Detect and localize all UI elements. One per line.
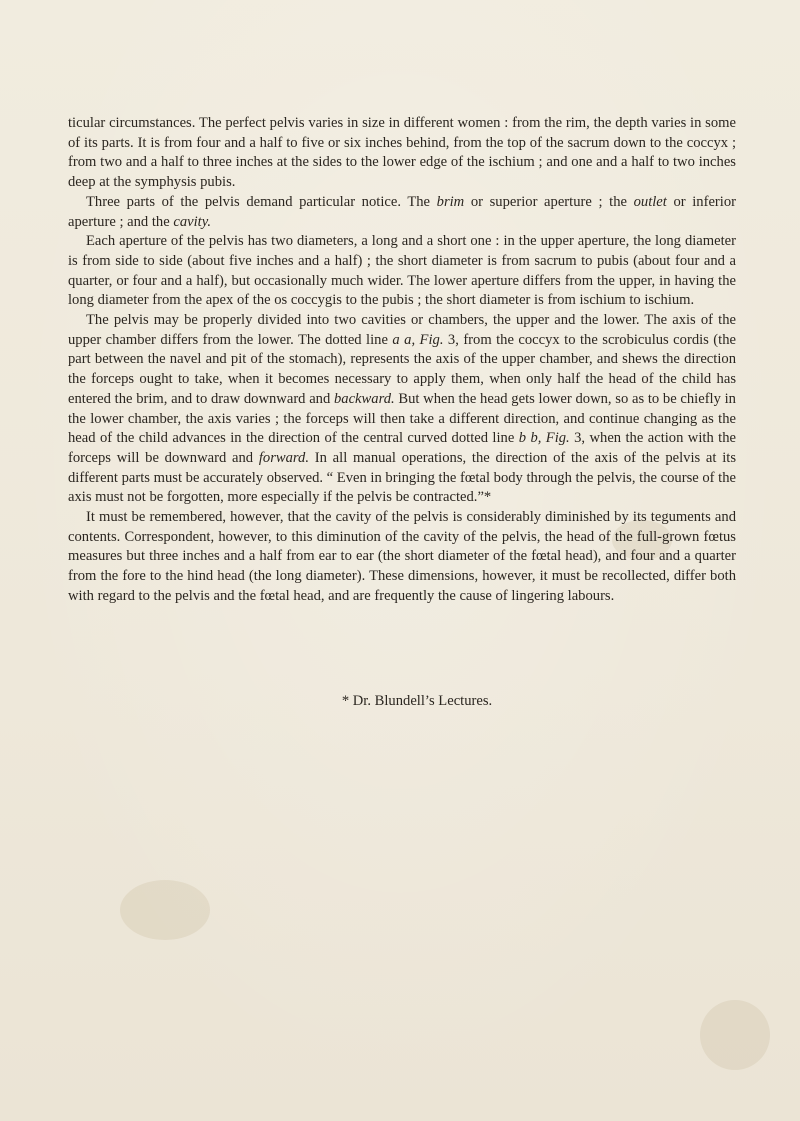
paragraph [68, 508, 736, 607]
italic-text: forward. [258, 449, 310, 466]
italic-text: cavity. [173, 213, 212, 230]
text-run: ticular circumstances. The perfect pelvis varies in size in different women : from the rim, the depth varies in some of its parts. It is from four and a half to five or six inches behind, from the top of the sacrum down to the coccyx ; from two and a half to three inches at the sides to the lower edge of the ischium ; and one and a half to two inches deep at the symphysis pubis. [68, 115, 736, 191]
text-run: It must be remembered, however, that the cavity of the pelvis is considerably diminished by its teguments and contents. Correspondent, however, to this diminution of the cavity of the pelvis, the head of the full-grown fœtus measures but three inches and a half from ear to ear (the short diameter of the fœtal head), and four and a quarter from the fore to the hind head (the long diameter). These dimensions, however, it must be recollected, differ both with regard to the pelvis and the fœtal head, and are frequently the cause of lingering labours. [68, 509, 736, 604]
text-run: 3, when the action with the forceps will be downward and [68, 430, 736, 466]
paragraph [68, 311, 736, 508]
italic-text: b b, Fig. [518, 430, 570, 447]
text-run: But when the head gets lower down, so as to be chiefly in the lower chamber, the axis varies ; the forceps will then take a different direction, and continue changing as the head of the child advances in the direction of the central curved dotted line [68, 390, 736, 447]
paper-stain [700, 1000, 770, 1070]
footnote-text: * Dr. Blundell’s Lectures. [341, 693, 493, 709]
paragraph [68, 193, 736, 232]
text-run: or inferior aperture ; and the [68, 193, 736, 230]
italic-text: outlet [633, 193, 667, 210]
paper-stain [120, 880, 210, 940]
text-run: 3, from the coccyx to the scrobiculus cordis (the part between the navel and pit of the stomach), represents the axis of the upper chamber, and shews the direction the forceps ought to take, when it becomes necessary to apply them, when only half the head of the child has entered the brim, and to draw downward and [68, 331, 736, 407]
paragraph [68, 232, 736, 311]
text-run: In all manual operations, the direction of the axis of the pelvis at its different parts must be accurately observed. “ Even in bringing the fœtal body through the pelvis, the course of the axis must not be forgotten, more especially if the pelvis be contracted.”* [68, 449, 737, 506]
italic-text: backward. [333, 390, 395, 407]
text-run: Three parts of the pelvis demand particular notice. The [86, 193, 437, 210]
italic-text: a a, Fig. [392, 331, 444, 348]
body-text [68, 114, 736, 607]
paragraph [68, 114, 736, 193]
text-run: Each aperture of the pelvis has two diameters, a long and a short one : in the upper aperture, the long diameter is from side to side (about five inches and a half) ; the short diameter is from sacrum to pubis (about four and a quarter, or four and a half), but occasionally much wider. The lower aperture differs from the upper, in having the long diameter from the apex of the os coccygis to the pubis ; the short diameter is from ischium to ischium. [68, 233, 736, 309]
italic-text: brim [436, 193, 465, 210]
footnote [0, 692, 800, 711]
text-run: or superior aperture ; the [464, 193, 634, 210]
text-run: The pelvis may be properly divided into two cavities or chambers, the upper and the lower. The axis of the upper chamber differs from the lower. The dotted line [68, 312, 736, 348]
